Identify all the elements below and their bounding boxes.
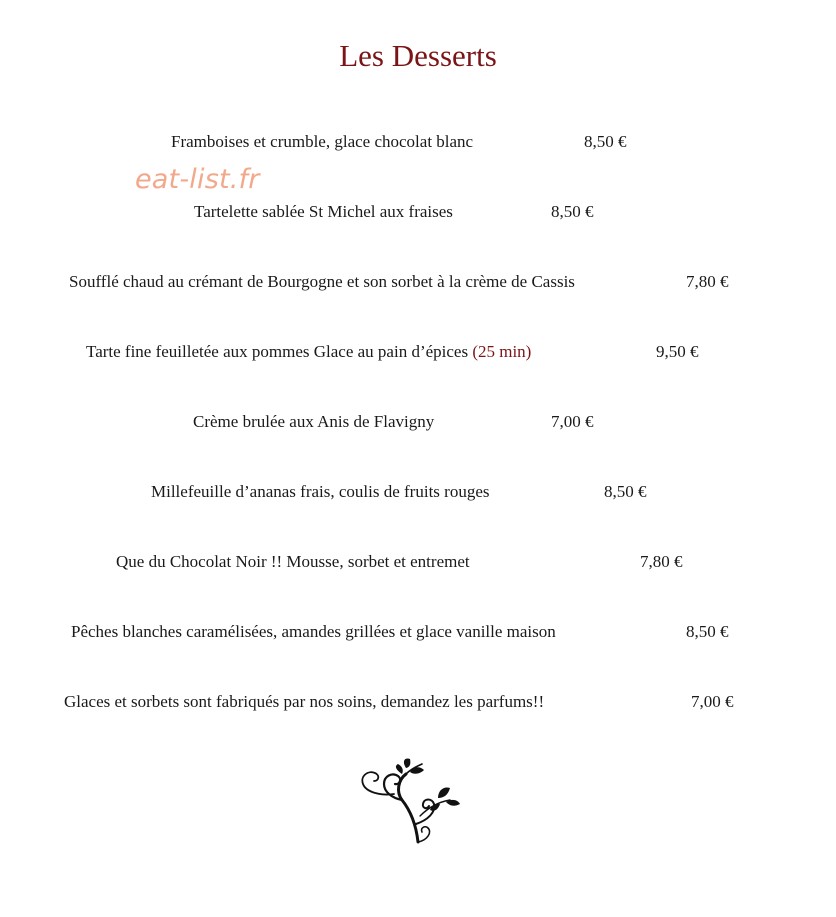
dessert-price: 7,80 € (640, 552, 683, 571)
dessert-price: 7,00 € (551, 412, 594, 431)
floral-swirl-ornament-icon (358, 758, 462, 844)
dessert-name: Framboises et crumble, glace chocolat blanc (171, 132, 474, 151)
dessert-price: 9,50 € (656, 342, 699, 361)
dessert-price: 8,50 € (551, 202, 594, 221)
dessert-price: 8,50 € (604, 482, 647, 501)
dessert-price: 7,80 € (686, 272, 729, 291)
dessert-name: Glaces et sorbets sont fabriqués par nos soins, demandez les parfums!! (64, 692, 545, 711)
dessert-name: Tartelette sablée St Michel aux fraises (194, 202, 453, 221)
dessert-name: Que du Chocolat Noir !! Mousse, sorbet et entremet (116, 552, 470, 571)
dessert-price: 7,00 € (691, 692, 734, 711)
preparation-time-note: (25 min) (472, 342, 532, 361)
dessert-name: Tarte fine feuilletée aux pommes Glace au pain d’épices (86, 342, 469, 361)
dessert-name-row (86, 342, 531, 362)
page-title: Les Desserts (339, 38, 497, 73)
watermark: eat-list.fr (135, 164, 260, 195)
dessert-price: 8,50 € (584, 132, 627, 151)
dessert-name: Crème brulée aux Anis de Flavigny (193, 412, 435, 431)
dessert-price: 8,50 € (686, 622, 729, 641)
dessert-name: Millefeuille d’ananas frais, coulis de fruits rouges (151, 482, 490, 501)
dessert-name: Soufflé chaud au crémant de Bourgogne et son sorbet à la crème de Cassis (69, 272, 575, 291)
dessert-name: Pêches blanches caramélisées, amandes grillées et glace vanille maison (71, 622, 556, 641)
